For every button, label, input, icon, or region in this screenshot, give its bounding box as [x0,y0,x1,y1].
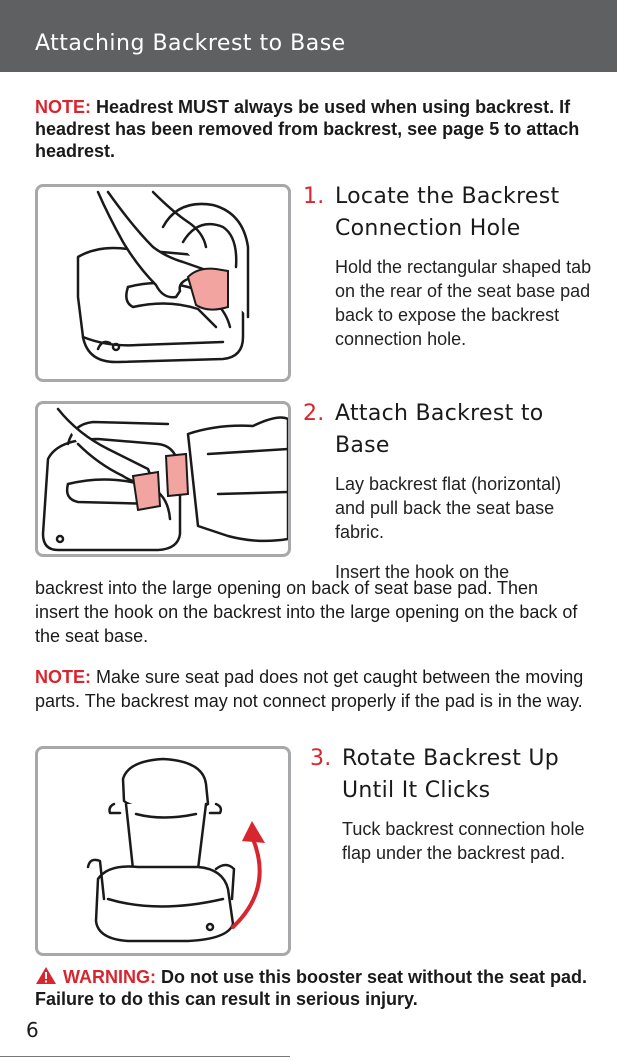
step-3 [310,743,600,865]
mid-note-label: NOTE: [35,667,91,687]
step-2-text: Lay backrest flat (horizontal) and pull back the seat base fabric. [335,474,562,542]
step-1-number: 1. [303,184,325,209]
step-3-number: 3. [310,746,332,771]
backrest-attach-illustration [38,404,288,554]
step-2-text-continued: backrest into the large opening on back of seat base pad. Then insert the hook on the backrest into the large opening on the back of the seat base. [35,578,578,646]
step-3-illustration [35,746,291,956]
step-2-title [303,398,593,462]
mid-note [35,665,585,713]
step-2-illustration [35,401,291,557]
booster-seat-rotate-illustration [38,749,288,953]
seat-base-tab-illustration [38,187,288,379]
step-3-text: Tuck backrest connection hole flap under the backrest pad. [342,819,585,863]
step-2-title-text: Attach Backrest to Base [335,401,544,458]
step-1-text: Hold the rectangular shaped tab on the rear of the seat base pad back to expose the backrest connection hole. [335,257,592,349]
warning-triangle-icon [35,966,57,985]
step-1 [303,181,593,351]
step-1-illustration [35,184,291,382]
warning-label: WARNING: [63,967,156,987]
intro-note-label: NOTE: [35,97,91,117]
step-2-number: 2. [303,401,325,426]
step-1-title [303,181,593,245]
step-1-title-text: Locate the Backrest Connection Hole [335,184,560,241]
page-title: Attaching Backrest to Base [35,31,346,56]
page-header [0,0,617,72]
page-number: 6 [26,1018,39,1042]
intro-note-text: Headrest MUST always be used when using backrest. If headrest has been removed from backrest, see page 5 to attach headrest. [35,97,580,161]
warning [35,966,595,1010]
step-2-text-continued-lead: Insert the hook on the [335,562,510,582]
bottom-rule [0,1056,290,1057]
step-2 [303,398,593,584]
step-3-title [310,743,600,807]
mid-note-text: Make sure seat pad does not get caught between the moving parts. The backrest may not connect properly if the pad is in the way. [35,667,584,711]
intro-note [35,96,585,162]
step-3-title-text: Rotate Backrest Up Until It Clicks [342,746,560,803]
warning-text: Do not use this booster seat without the seat pad. Failure to do this can result in serious injury. [35,967,588,1009]
